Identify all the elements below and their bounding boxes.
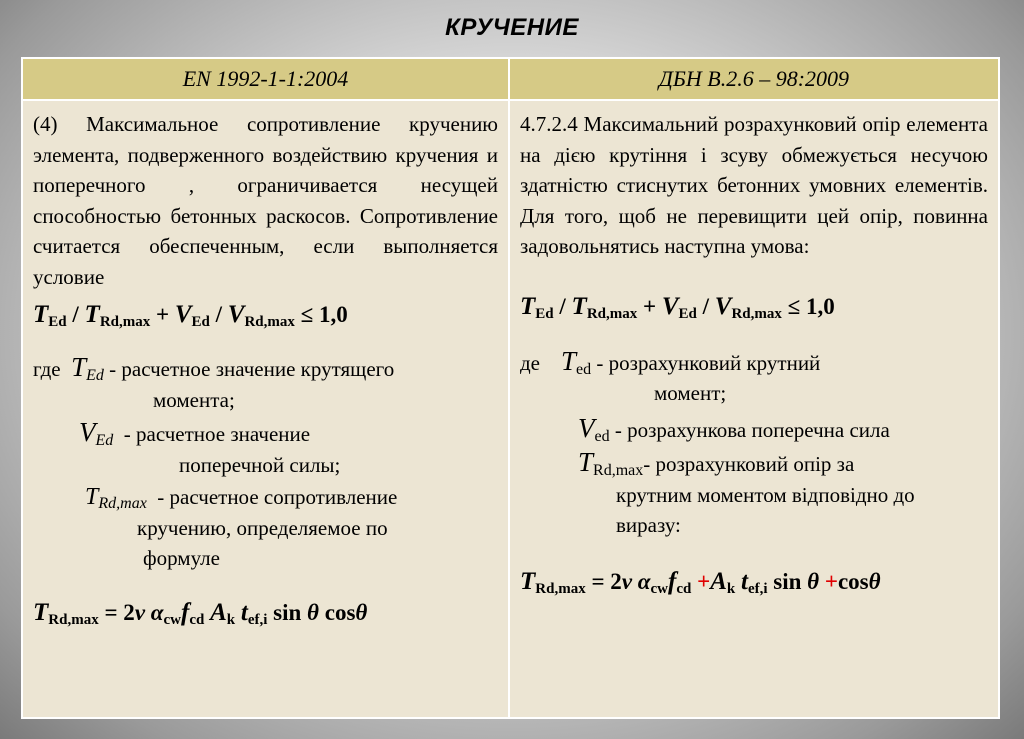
en-def-trd-2: кручению, определяемое по [137,515,388,540]
dbn-def-ted: де $T_{ed}$ - розрахунковий крутний [520,345,821,378]
header-en: EN 1992-1-1:2004 [22,58,509,100]
en-def-ved: $V_{Ed}$ - расчетное значение [79,417,311,449]
en-def-ted-2: момента; [153,387,235,412]
dbn-def-trd: $T_{Rd,max}-$ розрахунковий опір за [578,447,855,479]
en-def-ved-2: поперечной силы; [179,452,341,477]
en-def-trd-3: формуле [143,546,220,570]
dbn-def-trd-2: крутним моментом відповідно до [616,482,915,507]
dbn-def-trd-3: виразу: [616,513,681,537]
dbn-trd-formula: $T_{Rd,max} = 2\nu$ $\alpha_{cw}f_{cd} +A_k$ $t_{ef,i}$ sin θ +cosθ [520,567,881,597]
en-trd-formula: $T_{Rd,max} = 2\nu$ $\alpha_{cw}f_{cd}$ $A_k$ $t_{ef,i}$ sin θ cosθ [33,598,368,628]
cell-en [22,100,509,718]
dbn-condition-formula: $T_{Ed} / T_{Rd,max} + V_{Ed} / V_{Rd,max} \le 1,0$ [520,292,835,322]
en-condition-formula: $T_{Ed} / T_{Rd,max} + V_{Ed} / V_{Rd,max} \le 1,0$ [33,301,348,330]
page-title: КРУЧЕНИЕ [445,14,579,41]
comparison-table [21,57,1000,719]
dbn-def-ted-2: момент; [654,381,727,405]
red-plus-sign: + [697,568,711,594]
en-paragraph: (4) Максимальное сопротивление кручению элемента, подверженного воздействию кручения и поперечного , ограничивается несущей способностью бетонных раскосов. Сопротивление считается обеспеченным, если выполняется условие [33,112,498,289]
dbn-def-ved: $V_{ed}$ - розрахункова поперечна сила [578,412,890,445]
en-def-trd: $T_{Rd,max}$ - расчетное сопротивление [85,484,398,512]
en-def-ted: где $T_{Ed}$ - расчетное значение крутящего [33,352,395,384]
dbn-paragraph: 4.7.2.4 Максимальний розрахунковий опір елемента на дією крутіння і зсуву обмежується несучою здатністю стиснутих бетонних умовних елементів. Для того, щоб не перевищити цей опір, повинна задовольнятись наступна умова: [520,112,988,258]
table-row [22,100,999,718]
red-plus-sign: + [824,568,838,594]
table-header-row [22,58,999,100]
cell-dbn [509,100,999,718]
header-dbn: ДБН В.2.6 – 98:2009 [509,58,999,100]
